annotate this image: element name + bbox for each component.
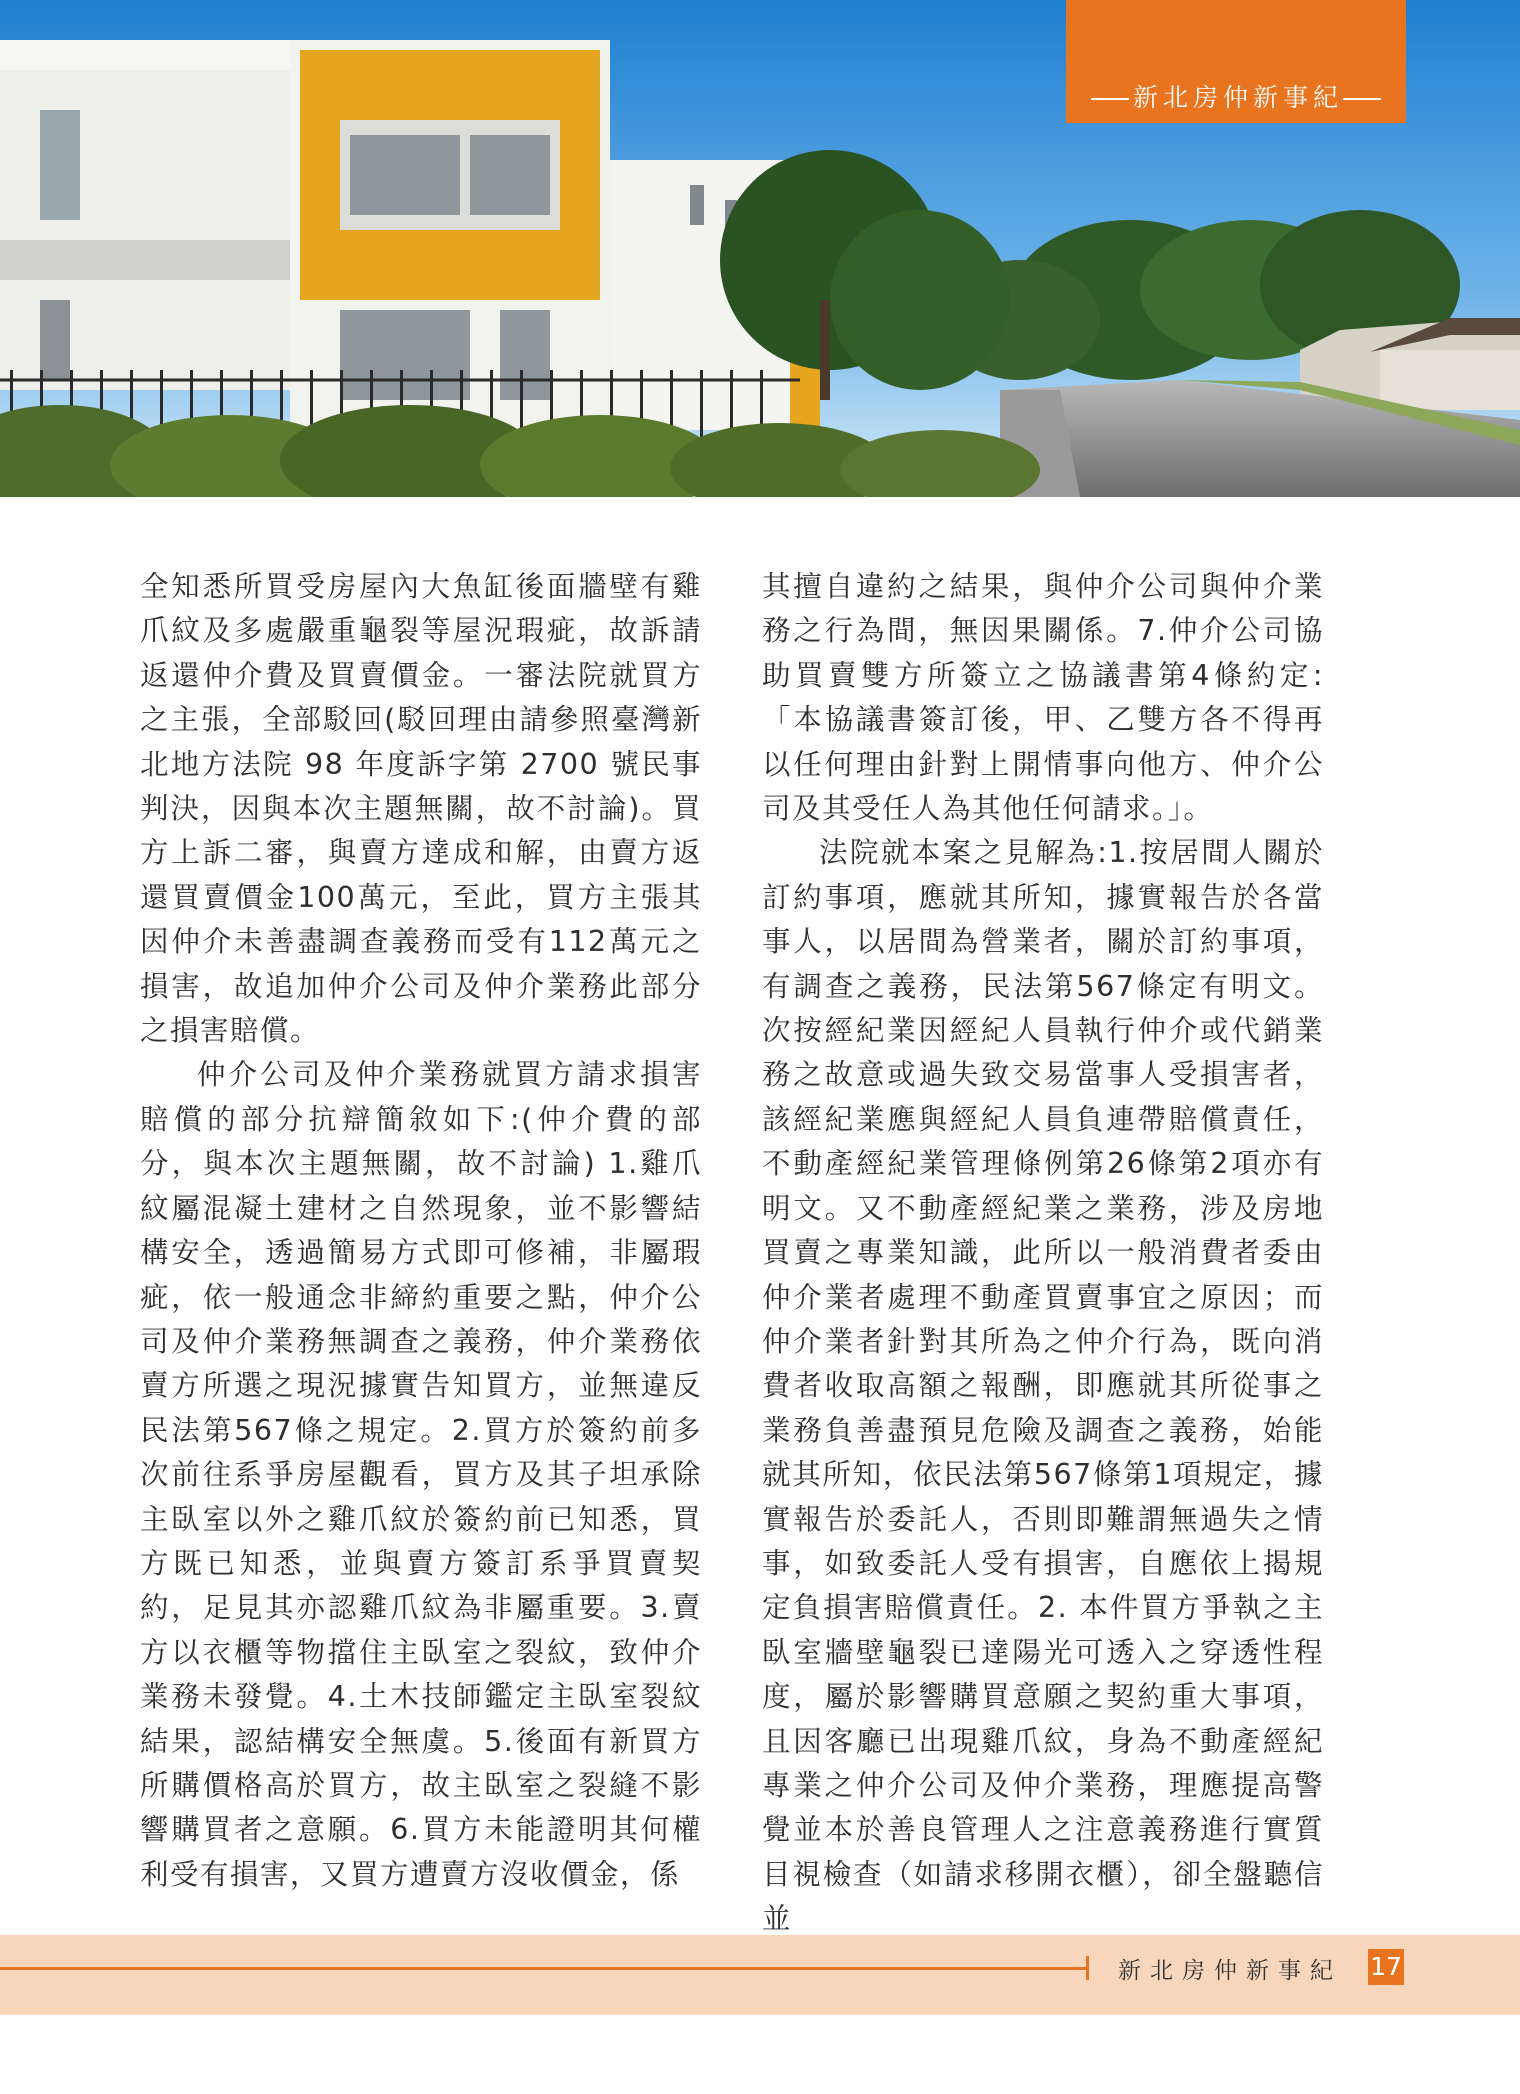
article-paragraph: 其擅自違約之結果，與仲介公司與仲介業務之行為間，無因果關係。7.仲介公司協助買賣雙方所簽立之協議書第4條約定:「本協議書簽訂後，甲、乙雙方各不得再以任何理由針對上開情事向他方、仲介公司及其受任人為其他任何請求。」。 [762, 570, 1324, 826]
article-column-left [140, 565, 702, 1897]
tab-dash-left [1091, 98, 1129, 100]
article-paragraph: 全知悉所買受房屋內大魚缸後面牆壁有雞爪紋及多處嚴重龜裂等屋況瑕疵，故訴請返還仲介費及買賣價金。一審法院就買方之主張，全部駁回(駁回理由請參照臺灣新北地方法院 98 年度訴字第 2700 號民事判決，因與本次主題無關，故不討論)。買方上訴二審，與賣方達成和解，由賣方返還買賣價金100萬元，至此，買方主張其因仲介未善盡調查義務而受有112萬元之損害，故追加仲介公司及仲介業務此部分之損害賠償。 [140, 570, 702, 1048]
section-label-tab [1066, 0, 1406, 123]
article-column-right [762, 565, 1324, 1942]
tab-dash-right [1343, 98, 1381, 100]
article-paragraph: 仲介公司及仲介業務就買方請求損害賠償的部分抗辯簡敘如下:(仲介費的部分，與本次主題無關，故不討論) 1.雞爪紋屬混凝土建材之自然現象，並不影響結構安全，透過簡易方式即可修補，非屬瑕疵，依一般通念非締約重要之點，仲介公司及仲介業務無調查之義務，仲介業務依賣方所選之現況據實告知買方，並無違反民法第567條之規定。2.買方於簽約前多次前往系爭房屋觀看，買方及其子坦承除主臥室以外之雞爪紋於簽約前已知悉，買方既已知悉，並與賣方簽訂系爭買賣契約，足見其亦認雞爪紋為非屬重要。3.賣方以衣櫃等物擋住主臥室之裂紋，致仲介業務未發覺。4.土木技師鑑定主臥室裂紋結果，認結構安全無虞。5.後面有新買方所購價格高於買方，故主臥室之裂縫不影響購買者之意願。6.買方未能證明其何權利受有損害，又買方遭賣方沒收價金，係 [140, 1058, 702, 1891]
footer-rule-tick [1086, 1956, 1089, 1980]
footer-rule [0, 1967, 1088, 1970]
section-label: 新北房仲新事紀 [1132, 83, 1343, 112]
article-paragraph: 法院就本案之見解為:1.按居間人關於訂約事項，應就其所知，據實報告於各當事人，以居間為營業者，關於訂約事項，有調查之義務，民法第567條定有明文。次按經紀業因經紀人員執行仲介或代銷業務之故意或過失致交易當事人受損害者，該經紀業應與經紀人員負連帶賠償責任，不動產經紀業管理條例第26條第2項亦有明文。又不動產經紀業之業務，涉及房地買賣之專業知識，此所以一般消費者委由仲介業者處理不動產買賣事宜之原因；而仲介業者針對其所為之仲介行為，既向消費者收取高額之報酬，即應就其所從事之業務負善盡預見危險及調查之義務，始能就其所知，依民法第567條第1項規定，據實報告於委託人，否則即難謂無過失之情事，如致委託人受有損害，自應依上揭規定負損害賠償責任。2. 本件買方爭執之主臥室牆壁龜裂已達陽光可透入之穿透性程度，屬於影響購買意願之契約重大事項，且因客廳已出現雞爪紋，身為不動產經紀專業之仲介公司及仲介業務，理應提高警覺並本於善良管理人之注意義務進行實質目視檢查（如請求移開衣櫃），卻全盤聽信並 [762, 836, 1324, 1936]
page-number: 17 [1368, 1949, 1404, 1985]
footer-publication-name: 新北房仲新事紀 [1118, 1958, 1342, 1984]
